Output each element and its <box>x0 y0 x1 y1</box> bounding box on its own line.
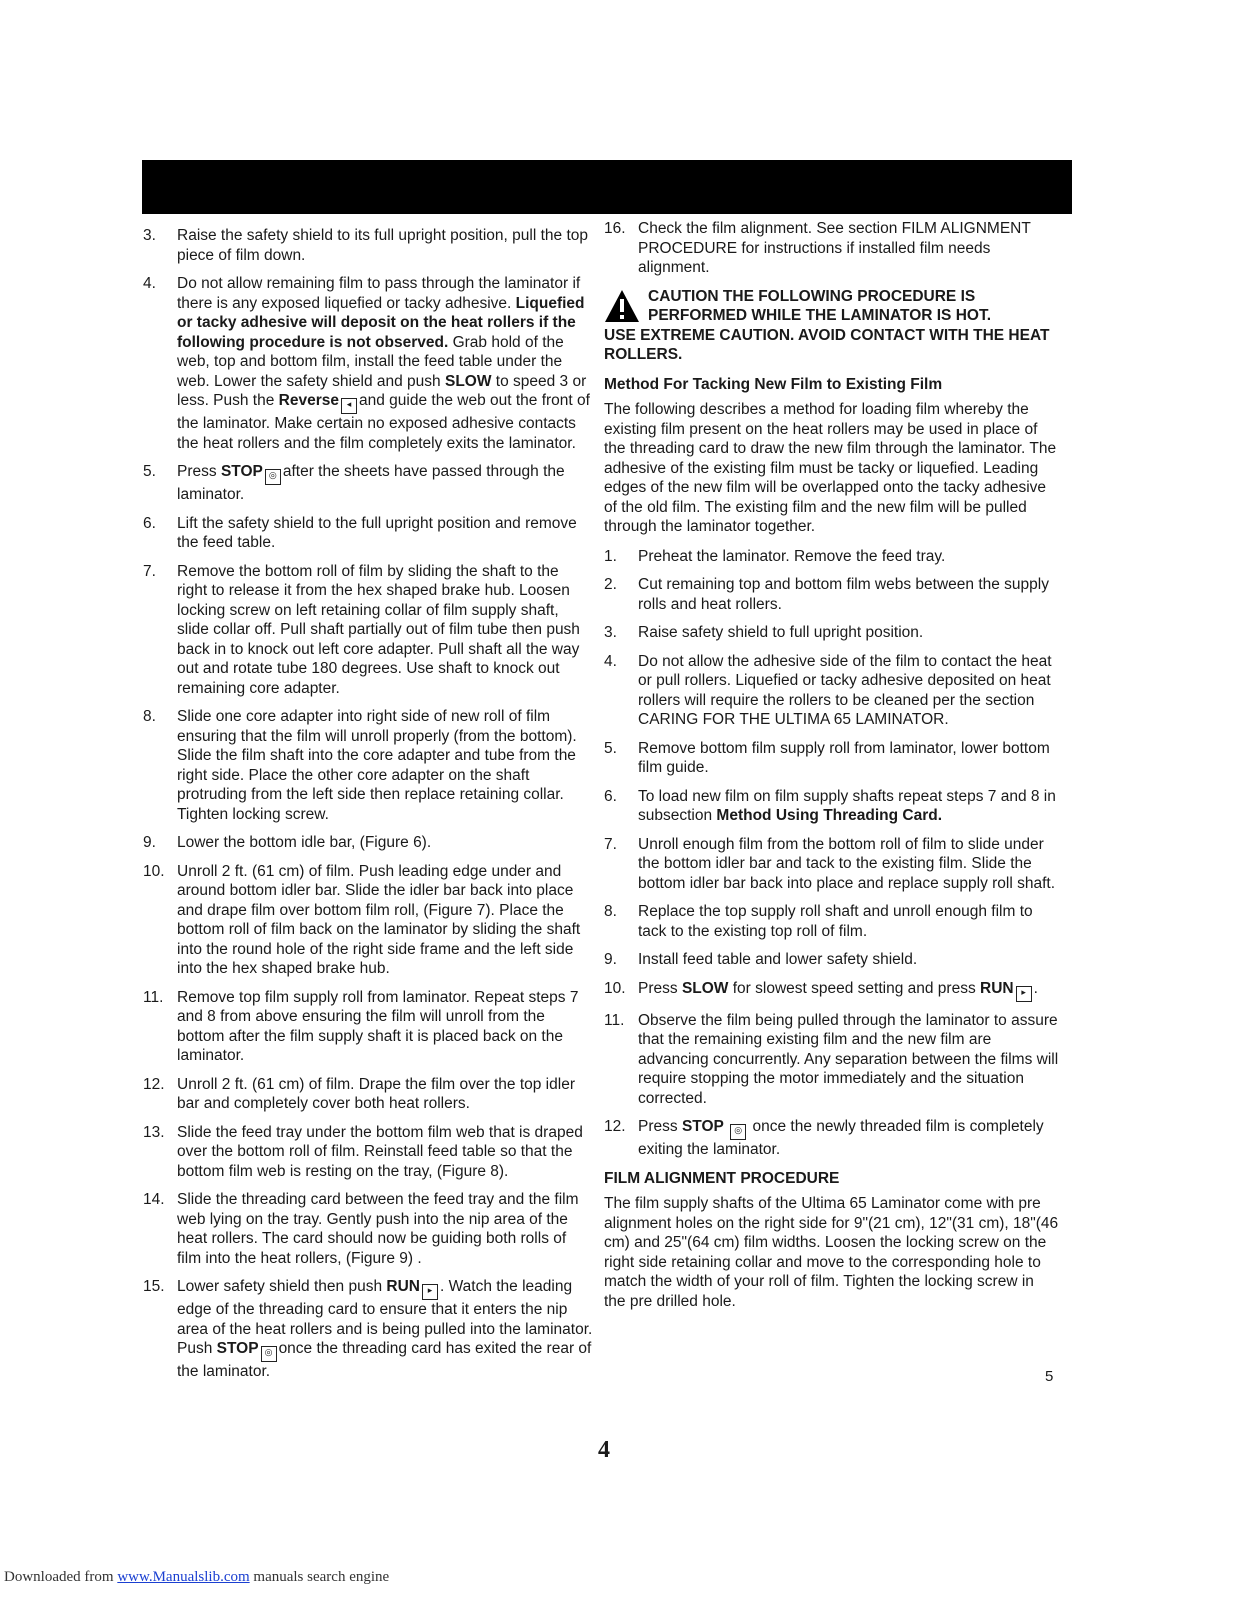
stop-icon: ◎ <box>265 469 281 485</box>
step-text <box>177 275 590 452</box>
text-run: after the sheets have passed through the laminator. <box>177 463 565 503</box>
step-text <box>638 788 1056 825</box>
step-number: 12. <box>604 1118 626 1135</box>
footer-suffix: manuals search engine <box>249 1569 390 1585</box>
text-run: To load new film on film supply shafts repeat steps 7 and 8 in subsection <box>638 787 1056 824</box>
step-number: 14. <box>143 1191 165 1208</box>
list-item <box>604 219 1059 278</box>
text-run: Grab hold of the web, top and bottom film, install the feed table under the web. Lower the safety shield and push <box>177 333 564 390</box>
reverse-icon: ◂ <box>341 398 357 414</box>
caution-line-1: CAUTION THE FOLLOWING PROCEDURE IS <box>648 287 976 305</box>
list-item <box>143 226 593 265</box>
text-run: Lower the bottom idle bar, (Figure 6). <box>177 834 432 851</box>
step-number: 7. <box>143 562 156 580</box>
step-text <box>177 227 588 264</box>
text-run: Do not allow the adhesive side of the film to contact the heat or pull rollers. Liquefied or tacky adhesive deposited on heat rollers will require the rollers to be cleaned per the section CARING FOR THE ULTIMA 65 LAMINATOR. <box>638 652 1052 728</box>
bold-text: Reverse <box>278 392 339 409</box>
right-column <box>604 219 1059 1321</box>
text-run: for slowest speed setting and press <box>728 979 981 997</box>
text-run: Remove bottom film supply roll from laminator, lower bottom film guide. <box>638 739 1050 776</box>
step-text <box>177 463 565 503</box>
step-text <box>177 708 577 823</box>
text-run: Remove the bottom roll of film by sliding the shaft to the right to release it from the hex shaped brake hub. Loosen locking screw on left retaining collar of film supply shaft, slide collar off. Pull shaft partially out of film tube then push back in to knock out left core adapter. Pull shaft all the way out and rotate tube 180 degrees. Use shaft to knock out remaining core adapter. <box>177 562 580 697</box>
step-number: 11. <box>604 1011 625 1029</box>
text-run: Remove top film supply roll from laminator. Repeat steps 7 and 8 from above ensuring the film will unroll from the bottom after the film supply shaft it is placed back on the laminator. <box>177 988 579 1064</box>
text-run: Lower safety shield then push <box>177 1278 387 1295</box>
step-number: 3. <box>604 624 617 641</box>
list-item <box>604 979 1059 1002</box>
list-item <box>143 707 593 824</box>
step-number: 8. <box>604 903 617 920</box>
text-run: Lift the safety shield to the full upright position and remove the feed table. <box>177 514 577 551</box>
text-run: Press <box>638 979 682 997</box>
step-number: 9. <box>143 834 156 851</box>
bold-text: RUN <box>386 1278 420 1295</box>
step-text <box>638 980 1038 997</box>
text-run: Install feed table and lower safety shield. <box>638 951 918 968</box>
list-item <box>604 1011 1059 1109</box>
list-item <box>143 274 593 453</box>
step-text <box>638 951 917 968</box>
text-run: Unroll 2 ft. (61 cm) of film. Push leading edge under and around bottom idler bar. Slide the idler bar back into place and drape film over bottom film roll, (Figure 7). Place the bottom roll of film back on the laminator by sliding the shaft into the round hole of the right side frame and the left side into the hex shaped brake hub. <box>177 862 581 977</box>
bold-text: Method Using Threading Card. <box>716 807 943 824</box>
alignment-heading: FILM ALIGNMENT PROCEDURE <box>604 1169 840 1187</box>
method-heading: Method For Tacking New Film to Existing Film <box>604 375 943 393</box>
left-column <box>143 226 593 1391</box>
step-text <box>638 903 1033 940</box>
stop-icon: ◎ <box>730 1124 746 1140</box>
step-text <box>638 576 1049 613</box>
list-item <box>604 652 1059 730</box>
header-bar <box>142 160 1072 214</box>
list-item <box>143 1123 593 1182</box>
step-number: 6. <box>143 514 156 532</box>
text-run: Raise safety shield to full upright position. <box>638 624 924 641</box>
list-item <box>143 833 593 853</box>
text-run: . <box>1033 979 1038 997</box>
step-number: 10. <box>143 862 165 880</box>
text-run: Unroll enough film from the bottom roll of film to slide under the bottom idler bar and tack to the existing film. Slide the bottom idler bar back into place and replace supply roll shaft. <box>638 835 1056 892</box>
text-run: once the threading card has exited the rear of the laminator. <box>177 1340 592 1380</box>
run-icon: ▸ <box>422 1284 438 1300</box>
step-number: 16. <box>604 220 626 237</box>
list-item <box>143 1190 593 1268</box>
bold-text: RUN <box>980 979 1014 997</box>
footer <box>4 1569 389 1586</box>
text-run: Preheat the laminator. Remove the feed tray. <box>638 547 946 565</box>
left-steps-list <box>143 226 593 1382</box>
step-text <box>177 1191 579 1267</box>
step-16-list <box>604 219 1059 278</box>
step-text <box>638 1118 1044 1158</box>
bold-text: STOP <box>220 463 263 480</box>
text-run: Cut remaining top and bottom film webs between the supply rolls and heat rollers. <box>638 576 1049 613</box>
list-item <box>143 1277 593 1382</box>
step-number: 8. <box>143 708 156 725</box>
step-number: 15. <box>143 1278 165 1295</box>
step-text <box>638 1012 1058 1107</box>
list-item <box>604 1117 1059 1160</box>
step-text: Check the film alignment. See section FILM ALIGNMENT PROCEDURE for instructions if installed film needs alignment. <box>638 220 1031 276</box>
step-number: 7. <box>604 835 617 853</box>
bold-text: Liquefied or tacky adhesive will deposit on the heat rollers if the following procedure is not observed. <box>177 294 585 351</box>
list-item <box>143 562 593 699</box>
step-text <box>177 563 580 697</box>
bold-text: STOP <box>681 1118 724 1135</box>
step-number: 5. <box>604 739 617 757</box>
step-text <box>638 624 923 641</box>
caution-line-2: PERFORMED WHILE THE LAMINATOR IS HOT. <box>648 307 992 324</box>
step-number: 12. <box>143 1075 165 1093</box>
step-text <box>177 1076 575 1113</box>
warning-icon <box>604 289 640 323</box>
run-icon: ▸ <box>1016 986 1032 1002</box>
bold-text: SLOW <box>444 372 492 390</box>
right-steps-list <box>604 547 1059 1160</box>
list-item <box>604 739 1059 778</box>
step-number: 11. <box>143 988 164 1006</box>
step-text <box>638 548 945 565</box>
text-run: Slide the feed tray under the bottom film web that is draped over the bottom roll of film. Reinstall feed table so that the bottom film web is resting on the tray, (Figure 8). <box>177 1123 583 1180</box>
step-text <box>177 863 580 978</box>
step-number: 1. <box>604 547 617 565</box>
text-run: Slide the threading card between the feed tray and the film web lying on the tray. Gently push into the nip area of the heat rollers. The card should now be guiding both rolls of film into the heat rollers, (Figure 9) . <box>177 1191 579 1267</box>
text-run: Slide one core adapter into right side of new roll of film ensuring that the film will unroll properly (from the bottom). Slide the film shaft into the core adapter and tube from the right side. Place the other core adapter on the shaft protruding from the left side then replace retaining collar. Tighten locking screw. <box>177 708 577 823</box>
caution-block <box>604 287 1059 365</box>
step-text <box>638 836 1055 892</box>
text-run: Unroll 2 ft. (61 cm) of film. Drape the film over the top idler bar and completely cover both heat rollers. <box>177 1075 575 1112</box>
list-item <box>143 462 593 505</box>
list-item <box>604 623 1059 643</box>
step-number: 9. <box>604 951 617 968</box>
text-run: Replace the top supply roll shaft and unroll enough film to tack to the existing top roll of film. <box>638 903 1033 940</box>
list-item <box>143 514 593 553</box>
step-text <box>177 1124 583 1180</box>
stop-icon: ◎ <box>261 1346 277 1362</box>
step-number: 13. <box>143 1123 165 1141</box>
step-text <box>638 740 1050 777</box>
step-number: 6. <box>604 787 617 805</box>
bold-text: SLOW <box>681 979 729 997</box>
page-number-big: 4 <box>598 1437 610 1463</box>
list-item <box>604 835 1059 894</box>
text-run: Press <box>638 1118 682 1135</box>
list-item <box>604 950 1059 970</box>
step-number: 4. <box>604 652 617 670</box>
text-run: Press <box>177 463 221 480</box>
bold-text: STOP <box>216 1340 259 1357</box>
footer-prefix: Downloaded from <box>4 1569 118 1585</box>
list-item <box>143 862 593 979</box>
footer-link[interactable]: www.Manualslib.com <box>117 1569 250 1585</box>
step-text <box>638 653 1052 729</box>
step-number: 2. <box>604 576 617 593</box>
step-number: 5. <box>143 463 156 480</box>
step-number: 10. <box>604 979 626 997</box>
text-run: once the newly threaded film is completely exiting the laminator. <box>638 1118 1044 1158</box>
step-number: 3. <box>143 227 156 244</box>
text-run: Observe the film being pulled through the laminator to assure that the remaining existing film and the new film are advancing concurrently. Any separation between the films will require stopping the motor immediately and the situation corrected. <box>638 1011 1059 1107</box>
page-number-small: 5 <box>1045 1368 1054 1385</box>
text-run <box>724 1118 728 1135</box>
alignment-text: The film supply shafts of the Ultima 65 Laminator come with pre alignment holes on the right side for 9"(21 cm), 12"(31 cm), 18"(46 cm) and 25"(64 cm) film widths. Loosen the locking screw on the right side retaining collar and move to the corresponding hole to match the width of your roll of film. Tighten the locking screw in the pre drilled hole. <box>604 1195 1059 1310</box>
step-number: 4. <box>143 275 156 292</box>
list-item <box>604 902 1059 941</box>
method-intro: The following describes a method for loading film whereby the existing film present on the heat rollers may be used in place of the threading card to draw the new film through the laminator. The adhesive of the existing film must be tacky or liquefied. Leading edges of the new film will be overlapped onto the tacky adhesive of the old film. The existing film and the new film will be pulled through the laminator together. <box>604 401 1057 535</box>
caution-line-3: USE EXTREME CAUTION. AVOID CONTACT WITH THE HEAT ROLLERS. <box>604 326 1050 363</box>
list-item <box>604 547 1059 567</box>
text-run: Do not allow remaining film to pass through the laminator if there is any exposed liquefied or tacky adhesive. <box>177 275 581 312</box>
step-text <box>177 515 577 552</box>
step-text <box>177 1278 592 1380</box>
list-item <box>143 1075 593 1114</box>
list-item <box>604 787 1059 826</box>
text-run: and guide the web out the front of the laminator. Make certain no exposed adhesive contacts the heat rollers and the film completely exits the laminator. <box>177 392 590 452</box>
text-run: . Watch the leading edge of the threading card to ensure that it enters the nip area of the heat rollers and is being pulled into the laminator. Push <box>177 1278 593 1357</box>
step-text <box>177 834 431 851</box>
step-text <box>177 989 578 1065</box>
list-item <box>143 988 593 1066</box>
list-item <box>604 575 1059 614</box>
text-run: to speed 3 or less. Push the <box>177 372 587 409</box>
text-run: Raise the safety shield to its full upright position, pull the top piece of film down. <box>177 227 588 264</box>
